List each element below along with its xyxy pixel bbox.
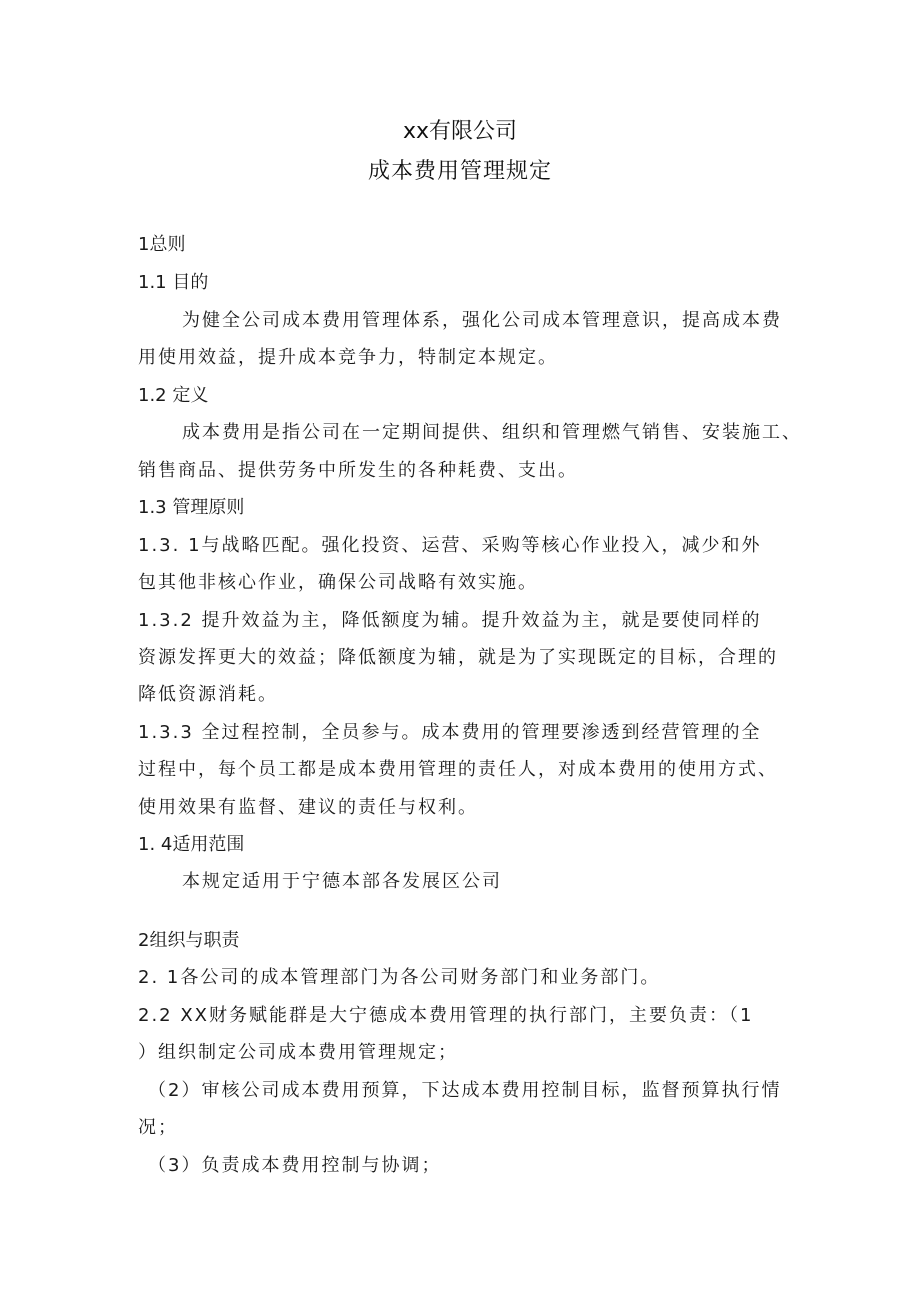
paragraph-line: 2.2 XX财务赋能群是大宁德成本费用管理的执行部门，主要负责：（1	[138, 1005, 754, 1026]
paragraph-line: 1.3.2 提升效益为主，降低额度为辅。提升效益为主，就是要使同样的	[138, 610, 762, 631]
subsection-heading: 1.2 定义	[138, 385, 209, 406]
paragraph-line: 资源发挥更大的效益；降低额度为辅，就是为了实现既定的目标，合理的	[138, 647, 778, 668]
subsection-heading: 1.1 目的	[138, 272, 209, 293]
paragraph-line: 过程中，每个员工都是成本费用管理的责任人，对成本费用的使用方式、	[138, 759, 778, 780]
paragraph-line: 销售商品、提供劳务中所发生的各种耗费、支出。	[138, 460, 578, 481]
paragraph-line: ）组织制定公司成本费用管理规定；	[138, 1042, 458, 1063]
paragraph-line: 2. 1各公司的成本管理部门为各公司财务部门和业务部门。	[138, 967, 661, 988]
subsection-heading: 1.3 管理原则	[138, 497, 245, 518]
document-title: 成本费用管理规定	[367, 159, 552, 184]
paragraph-line: 1.3.3 全过程控制，全员参与。成本费用的管理要渗透到经营管理的全	[138, 722, 762, 743]
paragraph-line: 包其他非核心作业，确保公司战略有效实施。	[138, 572, 538, 593]
paragraph-line: 1.3. 1与战略匹配。强化投资、运营、采购等核心作业投入，减少和外	[138, 535, 762, 556]
subsection-heading: 1. 4适用范围	[138, 834, 245, 855]
list-item: （3）负责成本费用控制与协调；	[148, 1155, 442, 1176]
list-item-continuation: 况；	[138, 1117, 178, 1138]
paragraph-line: 为健全公司成本费用管理体系，强化公司成本管理意识，提高成本费	[182, 310, 782, 331]
paragraph-line: 降低资源消耗。	[138, 684, 278, 705]
paragraph-line: 成本费用是指公司在一定期间提供、组织和管理燃气销售、安装施工、	[182, 422, 802, 443]
list-item: （2）审核公司成本费用预算，下达成本费用控制目标，监督预算执行情	[148, 1080, 782, 1101]
company-title: xx有限公司	[402, 119, 518, 144]
section-heading: 1总则	[138, 234, 186, 255]
paragraph-line: 本规定适用于宁德本部各发展区公司	[182, 871, 502, 892]
section-heading: 2组织与职责	[138, 930, 240, 951]
paragraph-line: 用使用效益，提升成本竞争力，特制定本规定。	[138, 347, 558, 368]
paragraph-line: 使用效果有监督、建议的责任与权利。	[138, 797, 478, 818]
